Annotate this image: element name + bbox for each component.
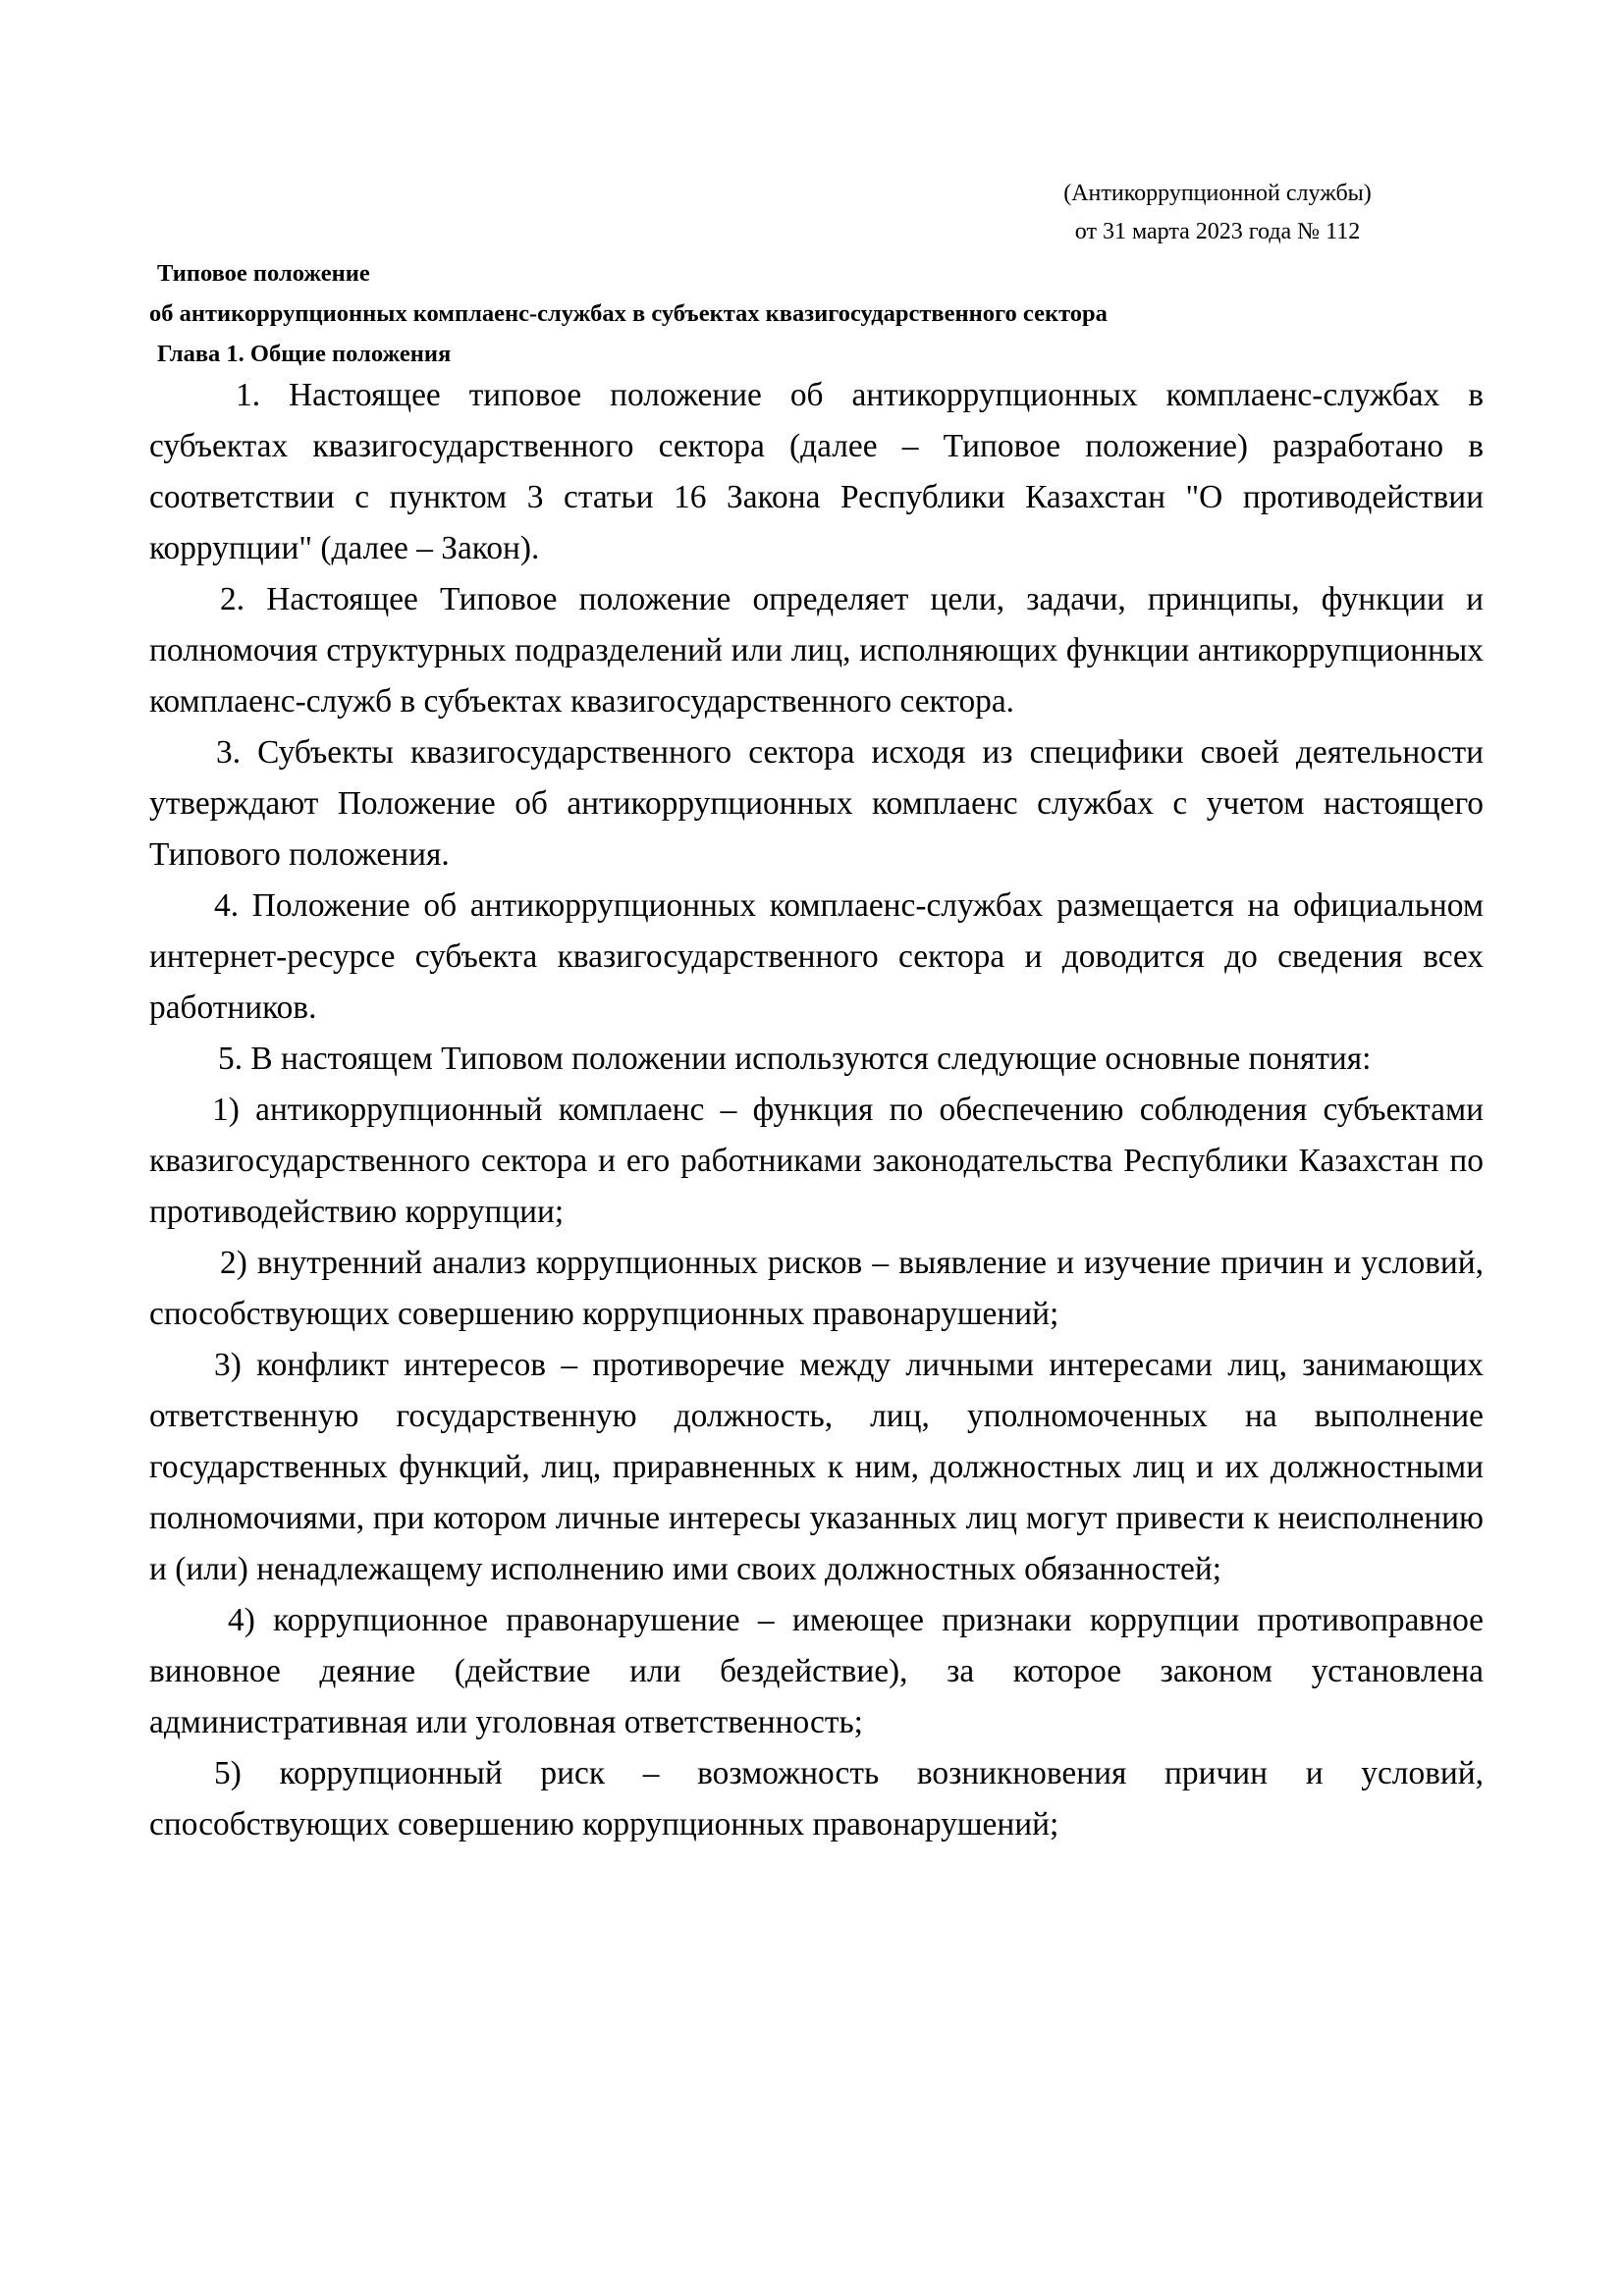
chapter-heading: Глава 1. Общие положения xyxy=(157,341,452,367)
document-body xyxy=(149,370,1484,1850)
paragraph-1: 1. Настоящее типовое положение об антикоррупционных комплаенс-службах в субъектах квазигосударственного сектора (далее – Типовое положение) разработано в соответствии с пунктом 3 статьи 16 Закона Республики Казахстан "О противодействии коррупции" (далее – Закон). xyxy=(149,377,1484,566)
document-subtitle: об антикоррупционных комплаенс-службах в субъектах квазигосударственного сектора xyxy=(149,300,1108,327)
definition-4: 4) коррупционное правонарушение – имеющее признаки коррупции противоправное виновное деяние (действие или бездействие), за которое законом установлена административная или уголовная ответственность; xyxy=(149,1602,1484,1740)
paragraph-3: 3. Субъекты квазигосударственного сектора исходя из специфики своей деятельности утверждают Положение об антикоррупционных комплаенс службах с учетом настоящего Типового положения. xyxy=(149,734,1484,873)
document-titles xyxy=(149,253,1485,374)
paragraph-4: 4. Положение об антикоррупционных комплаенс-службах размещается на официальном интернет-ресурсе субъекта квазигосударственного сектора и доводится до сведения всех работников. xyxy=(149,887,1484,1026)
definition-1: 1) антикоррупционный комплаенс – функция по обеспечению соблюдения субъектами квазигосударственного сектора и его работниками законодательства Республики Казахстан по противодействию коррупции; xyxy=(149,1092,1484,1230)
definition-5: 5) коррупционный риск – возможность возникновения причин и условий, способствующих совершению коррупционных правонарушений; xyxy=(149,1755,1484,1842)
paragraph-2: 2. Настоящее Типовое положение определяет цели, задачи, принципы, функции и полномочия структурных подразделений или лиц, исполняющих функции антикоррупционных комплаенс-служб в субъектах квазигосударственного сектора. xyxy=(149,581,1484,720)
document-title: Типовое положение xyxy=(157,260,370,287)
paragraph-5: 5. В настоящем Типовом положении используются следующие основные понятия: xyxy=(218,1041,1372,1077)
definition-3: 3) конфликт интересов – противоречие между личными интересами лиц, занимающих ответственную государственную должность, лиц, уполномоченных на выполнение государственных функций, лиц, приравненных к ним, должностных лиц и их должностными полномочиями, при котором личные интересы указанных лиц могут привести к неисполнению и (или) ненадлежащему исполнению ими своих должностных обязанностей; xyxy=(149,1347,1484,1587)
issuing-authority: (Антикоррупционной службы) xyxy=(1063,181,1372,206)
definition-2: 2) внутренний анализ коррупционных рисков – выявление и изучение причин и условий, способствующих совершению коррупционных правонарушений; xyxy=(149,1245,1484,1332)
order-date-number: от 31 марта 2023 года № 112 xyxy=(1074,219,1361,244)
approval-header xyxy=(1021,175,1414,251)
